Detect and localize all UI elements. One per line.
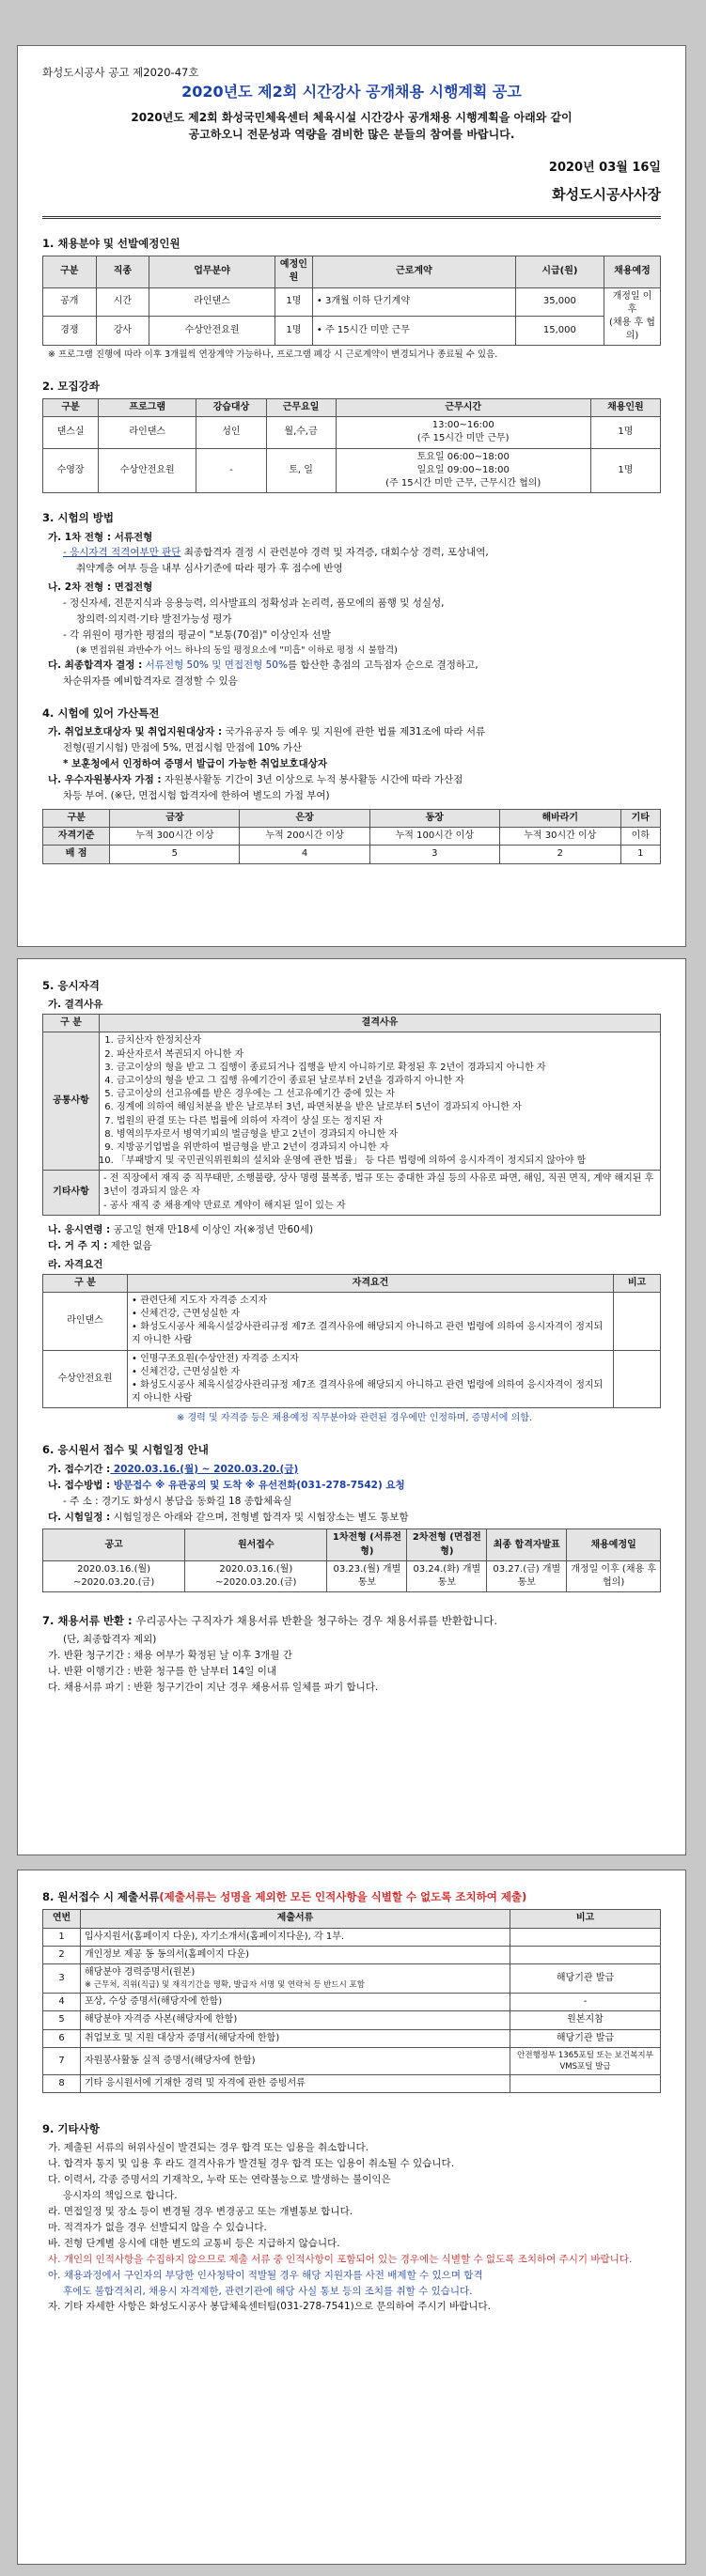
s4-a-text: 국가유공자 등 예우 및 지원에 관한 법률 제31조에 따라 서류 (222, 726, 486, 738)
header-cell: 구분 (43, 256, 97, 287)
s6-c-text: 시험일정은 아래와 같으며, 전형별 합격자 및 시험장소는 별도 통보함 (110, 1511, 409, 1523)
table-cell: - (196, 448, 266, 493)
section-5-title: 5. 응시자격 (42, 979, 100, 992)
schedule-line: (채용 후 협의) (609, 317, 655, 342)
table-cell: 포상, 수상 증명서(해당자에 한함) (81, 1994, 510, 2011)
qualification-list (132, 1295, 609, 1348)
s9-item: 가. 제출된 서류의 허위사실이 발견되는 경우 합격 또는 임용을 취소합니다. (48, 2142, 369, 2154)
intro-line-2: 공고하오니 전문성과 역량을 겸비한 많은 분들의 참여를 바랍니다. (188, 128, 515, 142)
table-cell: 15,000 (515, 317, 604, 346)
table-cell: 03.23.(월) 개별통보 (327, 1560, 407, 1591)
s9-item: 다. 이력서, 각종 증명서의 기재착오, 누락 또는 연락불능으로 발생하는 불이익은 (48, 2174, 391, 2186)
table-cell (614, 1350, 661, 1408)
s3-a-line2: 취약계층 여부 등을 내부 심사기준에 따라 평가 후 점수에 반영 (76, 563, 343, 575)
table-cell: 해당분야 자격증 사본(해당자에 한함) (81, 2011, 510, 2029)
s9-item: 마. 적격자가 없을 경우 선발되지 않을 수 있습니다. (48, 2221, 267, 2233)
list-item: • 관련단체 지도자 자격증 소지자 (132, 1295, 609, 1308)
section-3-title: 3. 시험의 방법 (42, 511, 114, 525)
s9-item-last: 자. 기타 자세한 사항은 화성도시공사 봉담체육센터팀(031-278-7541)으로 문의하여 주시기 바랍니다. (48, 2301, 491, 2313)
s7-line3: 나. 반환 이행기간 : 반환 청구를 한 날부터 14일 이내 (48, 1666, 276, 1678)
s5-c-line (48, 1239, 661, 1253)
s4-a-line1 (48, 725, 661, 739)
s3-b-line1: - 정신자세, 전문지식과 응용능력, 의사발표의 정확성과 논리력, 품모에의 품행 및 성실성, (63, 597, 445, 610)
table-cell: 수영장 (43, 448, 99, 493)
s9-item-blue: 아. 채용과정에서 구인자의 부당한 인사청탁이 적발될 경우 해당 지원자를 사전 배제할 수 있으며 합격 (48, 2269, 483, 2281)
s5-b-text: 공고일 현재 만18세 이상인 자(※정년 만60세) (110, 1223, 314, 1235)
table-cell (336, 417, 590, 448)
list-item: • 신체건강, 근면성실한 자 (132, 1308, 609, 1321)
table-cell (510, 1946, 661, 1963)
header-cell: 구 분 (43, 1274, 128, 1292)
header-cell: 연번 (43, 1910, 81, 1928)
header-cell: 채용인원 (590, 399, 660, 417)
table-cell: 4 (240, 846, 369, 863)
list-item: 1. 금치산자 한정치산자 (117, 1034, 656, 1047)
list-item: • 화성도시공사 체육시설강사관리규정 제7조 결격사유에 해당되지 아니하고 관련 법령에 의하여 응시자격이 정지되지 아니한 사람 (132, 1321, 609, 1347)
header-cell: 프로그램 (99, 399, 196, 417)
s5-c-label: 다. 거 주 지 : (48, 1239, 108, 1251)
s5-note: ※ 경력 및 자격증 등은 채용예정 직무분야와 관련된 경우에만 인정하며, 증명서에 의함. (176, 1413, 533, 1424)
table-cell: 라인댄스 (43, 1292, 128, 1350)
s3-a-highlight: - 응시자격 적격여부만 판단 (63, 547, 181, 559)
row-label: 배 점 (43, 846, 110, 863)
s3-b-line3: - 각 위원이 평가한 평점의 평균이 "보통(70점)" 이상인자 선발 (63, 628, 331, 641)
s6-c-line (48, 1511, 661, 1525)
qualification-list (132, 1353, 609, 1406)
s5-item-d: 라. 자격요건 (48, 1258, 103, 1270)
table-cell: • 주 15시간 미만 근무 (312, 317, 515, 346)
s3-a-text: 최종합격자 결정 시 관련분야 경력 및 자격증, 대회수상 경력, 포상내역, (180, 547, 489, 559)
s6-b-line2: - 주 소 : 경기도 화성시 봉담읍 동화길 18 종합체육실 (63, 1495, 292, 1507)
intro-line-1: 2020년도 제2회 화성국민체육센터 체육시설 시간강사 공개채용 시행계획을 아래와 같이 (131, 111, 573, 125)
table-cell (336, 448, 590, 493)
s4-b-line2: 차등 부여. (※단, 면접시험 합격자에 한하여 별도의 가점 부여) (63, 790, 330, 802)
table-cell (614, 1292, 661, 1350)
table-cell: 5 (110, 846, 240, 863)
s4-a-label: 가. 취업보호대상자 및 취업지원대상자 : (48, 726, 223, 738)
disqualification-list (103, 1034, 656, 1168)
table-cell: 4 (43, 1994, 81, 2011)
issuer: 화성도시공사사장 (552, 185, 661, 203)
table-cell: 2020.03.16.(월) ~2020.03.20.(금) (185, 1560, 327, 1591)
s8-label: 8. 원서접수 시 제출서류 (42, 1890, 160, 1903)
table-cell: 이하 (620, 828, 660, 846)
document-title: 2020년도 제2회 시간강사 공개채용 시행계획 공고 (181, 83, 522, 101)
table-cell: 취업보호 및 지원 대상자 증명서(해당자에 한함) (81, 2029, 510, 2047)
header-cell: 자격요건 (128, 1274, 614, 1292)
s3-c-line2: 차순위자를 예비합격자로 결정할 수 있음 (63, 675, 238, 688)
table-cell: 경쟁 (43, 317, 97, 346)
table-cell (81, 1963, 510, 1993)
s5-b-line (48, 1223, 661, 1237)
table-cell: 안전행정부 1365포털 또는 보건복지부 VMS포털 발급 (510, 2047, 661, 2074)
section-2-title: 2. 모집강좌 (42, 379, 100, 393)
table-cell: 원본지참 (510, 2011, 661, 2029)
header-cell: 직종 (96, 256, 149, 287)
table-cell: 2 (43, 1946, 81, 1963)
s5-b-label: 나. 응시연령 : (48, 1223, 111, 1235)
header-cell: 시급(원) (515, 256, 604, 287)
doc-subline: ※ 근무처, 직위(직급) 및 재직기간을 명확, 발급자 서명 및 연락처 등 반드시 포함 (85, 1980, 365, 1991)
s5-item-a: 가. 결격사유 (48, 999, 103, 1011)
list-item: • 인명구조요원(수상안전) 자격증 소지자 (132, 1353, 609, 1366)
table-cell (604, 287, 661, 346)
table-cell: 수상안전요원 (99, 448, 196, 493)
table-cell: 자원봉사활동 실적 증명서(해당자에 한함) (81, 2047, 510, 2074)
list-item: 7. 법원의 판결 또는 다른 법률에 의하여 자격이 상실 또는 정지된 자 (117, 1115, 656, 1128)
s7-line2: 가. 반환 청구기간 : 채용 여부가 확정된 날 이후 3개월 간 (48, 1650, 292, 1662)
header-cell: 비고 (510, 1910, 661, 1928)
section-4-title: 4. 시험에 있어 가산특전 (42, 706, 160, 721)
table-cell: 개정일 이후 (채용 후 협의) (567, 1560, 661, 1591)
header-cell: 해바라기 (499, 810, 620, 828)
s9-item: 나. 합격자 통지 및 임용 후 라도 결격사유가 발견될 경우 합격 또는 임용이 취소될 수 있습니다. (48, 2158, 455, 2170)
time-line: 13:00~16:00 (431, 420, 494, 431)
doc-line: 해당분야 경력증명서(원본) (85, 1966, 196, 1978)
time-line: 토요일 06:00~18:00 (416, 451, 510, 462)
s3-b-line2: 창의력·의지력·기타 발전가능성 평가 (76, 613, 232, 626)
list-item: 5. 금고이상의 선고유예를 받은 경우에는 그 선고유예기간 중에 있는 자 (117, 1088, 656, 1101)
header-cell: 제출서류 (81, 1910, 510, 1928)
table-cell: 1 (43, 1928, 81, 1946)
header-cell: 공고 (43, 1529, 185, 1560)
header-cell: 비고 (614, 1274, 661, 1292)
s3-c-text: 를 합산한 총점의 고득점자 순으로 결정하고, (287, 660, 479, 672)
list-item: - 전 직장에서 재직 중 직무태만, 소행불량, 상사 명령 불복종, 법규 또는 중대한 과실 등의 사유로 파면, 해임, 직권 면직, 계약 해지된 후 3년이 경과되지 않은 자 (103, 1173, 654, 1198)
table-cell: 1명 (275, 317, 312, 346)
document-page-2 (17, 958, 686, 1855)
documents-table (42, 1909, 661, 2093)
table-cell (510, 1928, 661, 1946)
header-cell: 최종 합격자발표 (487, 1529, 567, 1560)
table-cell: 강사 (96, 317, 149, 346)
table-cell: 토, 일 (266, 448, 336, 493)
s7-label: 7. 채용서류 반환 : (42, 1614, 133, 1628)
table-cell (128, 1292, 614, 1350)
course-table (42, 398, 661, 493)
table-cell (100, 1032, 661, 1171)
recruitment-table (42, 256, 661, 346)
table-cell: • 3개월 이하 단기계약 (312, 287, 515, 317)
schedule-table (42, 1529, 661, 1592)
table-cell: 입사지원서(홈페이지 다운), 자기소개서(홈페이지다운), 각 1부. (81, 1928, 510, 1946)
table-cell: 1명 (590, 417, 660, 448)
s6-c-label: 다. 시험일정 : (48, 1511, 111, 1523)
table-cell: 해당기관 발급 (510, 1963, 661, 1993)
header-cell: 채용예정 (604, 256, 661, 287)
divider (42, 216, 661, 219)
notice-date: 2020년 03월 16일 (548, 161, 661, 176)
table-cell: 성인 (196, 417, 266, 448)
s3-a-line1 (63, 546, 661, 560)
header-cell: 구분 (43, 810, 110, 828)
s4-b-text: 자원봉사활동 기간이 3년 이상으로 누적 봉사활동 시간에 따라 가산점 (161, 774, 463, 786)
table-cell: 1 (620, 846, 660, 863)
notice-number: 화성도시공사 공고 제2020-47호 (42, 66, 199, 79)
s7-line4: 다. 채용서류 파기 : 반환 청구기간이 지난 경우 채용서류 일체를 파기 합니다. (48, 1682, 379, 1694)
table-cell: 35,000 (515, 287, 604, 317)
header-cell: 예정인원 (275, 256, 312, 287)
s6-b-label: 나. 접수방법 : (48, 1479, 111, 1491)
time-line: (주 15시간 미만 근무) (416, 433, 510, 444)
table-cell: 3 (369, 846, 499, 863)
disqualification-table (42, 1014, 661, 1216)
table-cell (128, 1350, 614, 1408)
header-cell: 동장 (369, 810, 499, 828)
header-cell: 업무분야 (149, 256, 275, 287)
table-cell: 수상안전요원 (149, 317, 275, 346)
time-line: 일요일 09:00~18:00 (416, 464, 510, 475)
header-cell: 근로계약 (312, 256, 515, 287)
table-cell: 7 (43, 2047, 81, 2074)
table-cell: 기타 응시원서에 기재한 경력 및 자격에 관한 증빙서류 (81, 2074, 510, 2092)
table-cell: 03.24.(화) 개별통보 (407, 1560, 487, 1591)
table-cell: - (510, 1994, 661, 2011)
table-cell: 월,수,금 (266, 417, 336, 448)
table-cell: 라인댄스 (149, 287, 275, 317)
table-cell: 1명 (275, 287, 312, 317)
section-9-title: 9. 기타사항 (42, 2122, 100, 2136)
s6-a-label: 가. 접수기간 : (48, 1463, 111, 1475)
table-cell (100, 1171, 661, 1216)
qualification-table (42, 1274, 661, 1409)
volunteer-points-table (42, 809, 661, 864)
s3-item-a: 가. 1차 전형 : 서류전형 (48, 531, 153, 543)
s9-item-blue-2: 후에도 불합격처리, 채용시 자격제한, 관련기관에 해당 사실 통보 등의 조치를 취할 수 있습니다. (63, 2285, 473, 2297)
list-item: 3. 금고이상의 형을 받고 그 집행이 종료되거나 집행을 받지 아니하기로 확정된 후 2년이 경과되지 아니한 자 (117, 1062, 656, 1075)
table-cell (510, 2074, 661, 2092)
table-cell: 수상안전요원 (43, 1350, 128, 1408)
table-cell: 2 (499, 846, 620, 863)
header-cell: 2차전형 (면접전형) (407, 1529, 487, 1560)
row-label: 기타사항 (43, 1171, 100, 1216)
s5-c-text: 제한 없음 (107, 1239, 152, 1251)
header-cell: 채용예정일 (567, 1529, 661, 1560)
list-item: 2. 파산자로서 복권되지 아니한 자 (117, 1048, 656, 1062)
s3-c-line1 (48, 659, 661, 673)
table-cell: 댄스실 (43, 417, 99, 448)
s7-text: 우리공사는 구직자가 채용서류 반환을 청구하는 경우 채용서류를 반환합니다. (132, 1614, 498, 1628)
table-cell: 누적 100시간 이상 (369, 828, 499, 846)
s9-item: 응시자의 책임으로 합니다. (63, 2190, 178, 2202)
document-page-3 (17, 1870, 686, 2565)
header-cell: 결격사유 (100, 1015, 661, 1032)
header-cell: 기타 (620, 810, 660, 828)
list-item: 6. 징계에 의하여 해임처분을 받은 날로부터 3년, 파면처분을 받은 날로부터 5년이 경과되지 아니한 자 (117, 1101, 656, 1114)
section-1-note: ※ 프로그램 진행에 따라 이후 3개월씩 연장계약 가능하나, 프로그램 폐강 시 근로계약이 변경되거나 종료될 수 있음. (48, 349, 498, 361)
table-cell: 개인정보 제공 동 동의서(홈페이지 다운) (81, 1946, 510, 1963)
row-label: 자격기준 (43, 828, 110, 846)
s3-c-label: 다. 최종합격자 결정 : (48, 660, 143, 672)
row-label: 공통사항 (43, 1032, 100, 1171)
table-cell: 누적 200시간 이상 (240, 828, 369, 846)
header-cell: 1차전형 (서류전형) (327, 1529, 407, 1560)
table-cell: 5 (43, 2011, 81, 2029)
s3-b-line4: (※ 면접위원 과반수가 어느 하나의 동일 평정요소에 "미흡" 이하로 평정 시 불합격) (76, 644, 398, 656)
s9-item: 라. 면접일정 및 장소 등이 변경될 경우 변경공고 또는 개별통보 합니다. (48, 2205, 353, 2217)
header-cell: 강습대상 (196, 399, 266, 417)
s4-a-line2: 전형(필기시험) 만점에 5%, 면접시험 만점에 10% 가산 (63, 742, 303, 754)
table-cell: 시간 (96, 287, 149, 317)
s4-b-line1 (48, 773, 661, 787)
table-cell: 1명 (590, 448, 660, 493)
list-item: 10. 「부패방지 및 국민권익위원회의 설치와 운영에 관한 법률」 등 다른 법령에 의하여 응시자격이 정지되지 않아야 함 (117, 1155, 656, 1168)
list-item: • 신체건강, 근면성실한 자 (132, 1366, 609, 1379)
s6-a-value: 2020.03.16.(월) ~ 2020.03.20.(금) (110, 1463, 299, 1475)
section-8-title (42, 1889, 661, 1904)
s7-line1: (단, 최종합격자 제외) (63, 1634, 157, 1646)
table-cell: 6 (43, 2029, 81, 2047)
s6-b-value: 방문접수 ※ 유관공의 및 도착 ※ 유선전화(031-278-7542) 요청 (110, 1479, 405, 1491)
s4-a-line3: * 보훈청에서 인정하여 증명서 발급이 가능한 취업보호대상자 (63, 758, 327, 770)
header-cell: 금장 (110, 810, 240, 828)
table-cell: 누적 300시간 이상 (110, 828, 240, 846)
header-cell: 구 분 (43, 1015, 100, 1032)
section-7-title (42, 1613, 661, 1628)
list-item: - 공사 재직 중 채용계약 만료로 계약이 해지된 일이 있는 자 (103, 1200, 346, 1211)
list-item: 8. 병역의무자로서 병역기피의 벌금형을 받고 2년이 경과되지 아니한 자 (117, 1128, 656, 1141)
table-cell: 3 (43, 1963, 81, 1993)
s9-item-red: 사. 개인의 인적사항을 수집하지 않으므로 제출 서류 중 인적사항이 포함되어 있는 경우에는 식별할 수 없도록 조치하여 주시기 바랍니다. (48, 2253, 633, 2265)
s3-c-highlight: 서류전형 50% 및 면접전형 50% (142, 660, 288, 672)
s9-item: 바. 전형 단계별 응시에 대한 별도의 교통비 등은 지급하지 않습니다. (48, 2237, 340, 2249)
s6-a-line (48, 1463, 661, 1477)
list-item: • 화성도시공사 체육시설강사관리규정 제7조 결격사유에 해당되지 아니하고 관련 법령에 의하여 응시자격이 정지되지 아니한 사람 (132, 1379, 609, 1405)
table-cell: 03.27.(금) 개별통보 (487, 1560, 567, 1591)
header-cell: 은장 (240, 810, 369, 828)
s8-warning: (제출서류는 성명을 제외한 모든 인적사항을 식별할 수 없도록 조치하여 제출) (159, 1890, 527, 1903)
table-cell: 공개 (43, 287, 97, 317)
list-item: 9. 지방공기업법을 위반하여 벌금형을 받고 2년이 경과되지 아니한 자 (117, 1141, 656, 1155)
s3-item-b: 나. 2차 전형 : 면접전형 (48, 582, 153, 594)
table-cell: 2020.03.16.(월) ~2020.03.20.(금) (43, 1560, 185, 1591)
time-line: (주 15시간 미만 근무, 근무시간 협의) (385, 478, 541, 489)
header-cell: 근무시간 (336, 399, 590, 417)
header-cell: 근무요일 (266, 399, 336, 417)
section-1-title: 1. 채용분야 및 선발예정인원 (42, 236, 180, 250)
s4-b-label: 나. 우수자원봉사자 가점 : (48, 774, 162, 786)
section-6-title: 6. 응시원서 접수 및 시험일정 안내 (42, 1443, 209, 1457)
header-cell: 원서접수 (185, 1529, 327, 1560)
table-cell: 8 (43, 2074, 81, 2092)
table-cell: 해당기관 발급 (510, 2029, 661, 2047)
schedule-line: 개정일 이후 (612, 290, 652, 315)
header-cell: 구분 (43, 399, 99, 417)
table-cell: 누적 30시간 이상 (499, 828, 620, 846)
s6-b-line (48, 1479, 661, 1493)
table-cell: 라인댄스 (99, 417, 196, 448)
list-item: 4. 금고이상의 형을 받고 그 집행 유예기간이 종료된 날로부터 2년을 경과하지 아니한 자 (117, 1075, 656, 1088)
document-page-1 (17, 45, 686, 947)
